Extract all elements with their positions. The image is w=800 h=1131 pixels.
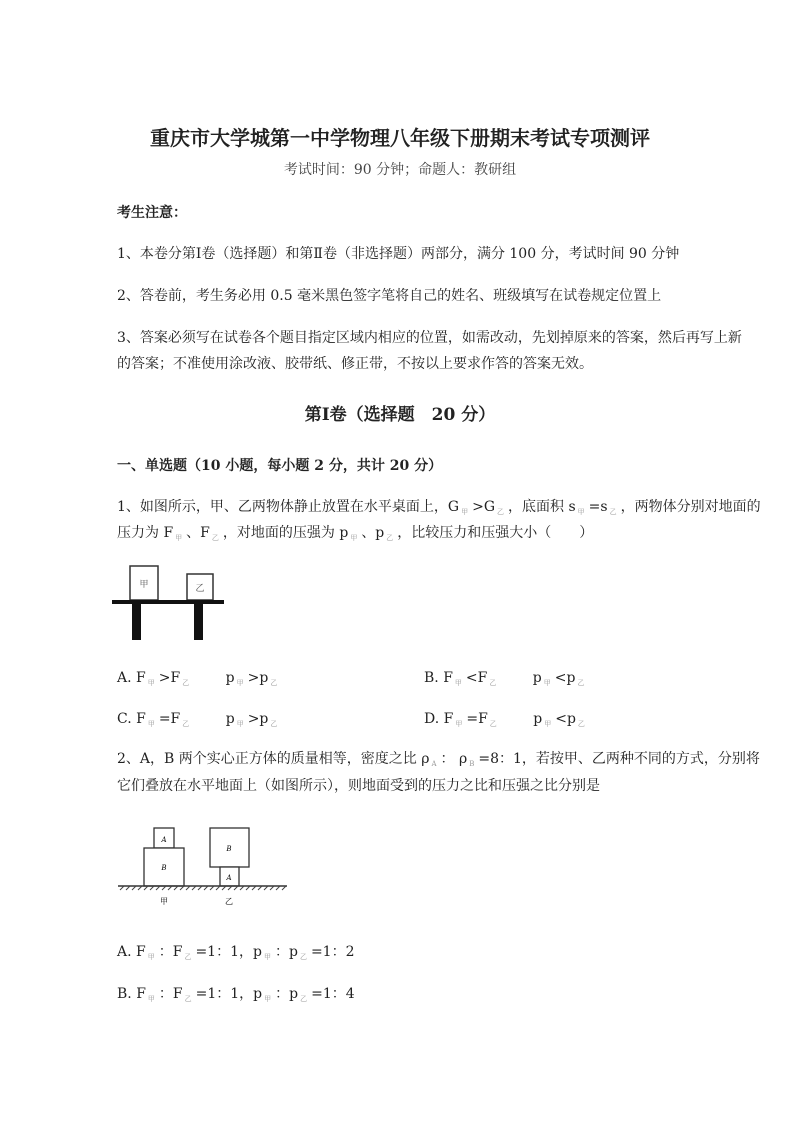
- block-yi-label: 乙: [195, 584, 205, 594]
- text-segment: ：F: [158, 986, 183, 1002]
- subscript: 乙: [270, 679, 278, 687]
- text-segment: p: [500, 711, 543, 727]
- section-title: 第Ⅰ卷（选择题 20 分）: [304, 405, 496, 425]
- subscript: 乙: [300, 995, 308, 1003]
- q2-text-line1: [117, 748, 760, 768]
- notice-heading: 考生注意：: [117, 205, 187, 221]
- text-segment: 1、如图所示，甲、乙两物体静止放置在水平桌面上，G: [117, 499, 460, 515]
- text-segment: ，两物体分别对地面的: [620, 499, 761, 515]
- text-segment: ：p: [274, 944, 298, 960]
- text-segment: p: [193, 711, 235, 727]
- subscript: 甲: [147, 953, 155, 961]
- notice-item-2: 2、答卷前，考生务必用 0.5 毫米黑色签字笔将自己的姓名、班级填写在试卷规定位置上: [117, 288, 662, 304]
- q2-option-a[interactable]: [117, 941, 354, 962]
- text-segment: =1：1，p: [195, 986, 263, 1002]
- subscript: 甲: [264, 995, 272, 1003]
- subscript: 乙: [270, 720, 278, 728]
- q1-option-b[interactable]: [424, 667, 588, 688]
- subscript: 乙: [577, 679, 585, 687]
- text-segment: <p: [555, 711, 576, 727]
- text-segment: 、p: [361, 525, 385, 541]
- subscript: 乙: [489, 720, 497, 728]
- text-segment: D. F: [424, 711, 454, 727]
- svg-text:甲: 甲: [160, 897, 168, 906]
- q1-option-d[interactable]: [424, 708, 589, 729]
- notice-item-1: 1、本卷分第Ⅰ卷（选择题）和第Ⅱ卷（非选择题）两部分，满分 100 分，考试时间 90 分钟: [117, 246, 680, 262]
- subscript: 甲: [147, 720, 155, 728]
- text-segment: >F: [158, 670, 181, 686]
- text-segment: 压力为 F: [117, 525, 174, 541]
- subscript: 甲: [454, 679, 462, 687]
- svg-text:B: B: [226, 845, 232, 853]
- text-segment: ，底面积 s: [508, 499, 576, 515]
- text-segment: ，对地面的压强为 p: [222, 525, 349, 541]
- subscript: 甲: [543, 679, 551, 687]
- text-segment: <p: [554, 670, 576, 686]
- q1-option-c[interactable]: [117, 708, 281, 729]
- subscript: 甲: [577, 508, 585, 516]
- text-segment: >p: [247, 670, 269, 686]
- text-segment: >p: [247, 711, 269, 727]
- text-segment: =1：4: [311, 986, 355, 1002]
- svg-text:A: A: [226, 874, 232, 882]
- subscript: 乙: [211, 534, 219, 542]
- subscript: 甲: [147, 679, 155, 687]
- subscript: 甲: [263, 953, 271, 961]
- q1-option-a[interactable]: [117, 667, 281, 688]
- exam-info: 考试时间：90 分钟；命题人：教研组: [283, 162, 517, 178]
- text-segment: ：p: [275, 986, 299, 1002]
- subscript: B: [469, 760, 475, 768]
- notice-item-3-cont: 的答案；不准使用涂改液、胶带纸、修正带，不按以上要求作答的答案无效。: [117, 356, 593, 372]
- subscript: 甲: [544, 720, 552, 728]
- text-segment: ：F: [158, 944, 183, 960]
- q1-figure-table: [110, 560, 230, 645]
- subscript: 甲: [461, 508, 469, 516]
- subscript: 甲: [350, 534, 358, 542]
- text-segment: A. F: [117, 670, 146, 686]
- svg-text:乙: 乙: [225, 897, 233, 906]
- text-segment: =F: [158, 711, 181, 727]
- q2-option-b[interactable]: [117, 983, 355, 1004]
- subscript: 甲: [175, 534, 183, 542]
- q2-figure-stacked-cubes: [115, 824, 295, 910]
- subscript: 甲: [236, 720, 244, 728]
- text-segment: p: [193, 670, 235, 686]
- subscript: 乙: [489, 679, 497, 687]
- text-segment: 它们叠放在水平地面上（如图所示），则地面受到的压力之比和压强之比分别是: [117, 778, 600, 794]
- page-title: 重庆市大学城第一中学物理八年级下册期末考试专项测评: [150, 126, 650, 150]
- subscript: 乙: [182, 720, 190, 728]
- text-segment: >G: [472, 499, 496, 515]
- subscript: 甲: [455, 720, 463, 728]
- q2-text-line2: [117, 775, 600, 795]
- q1-text-line2: [117, 522, 593, 543]
- text-segment: =8：1，若按甲、乙两种不同的方式，分别将: [478, 751, 760, 767]
- subscript: 乙: [184, 953, 192, 961]
- subscript: 甲: [147, 995, 155, 1003]
- svg-text:B: B: [161, 864, 167, 872]
- svg-text:A: A: [161, 836, 167, 844]
- text-segment: 2、A，B 两个实心正方体的质量相等，密度之比 ρ: [117, 751, 430, 767]
- subscript: 乙: [182, 679, 190, 687]
- table-top: [112, 600, 224, 604]
- q1-text-line1: [117, 496, 761, 517]
- subscript: 甲: [236, 679, 244, 687]
- block-jia-label: 甲: [139, 580, 149, 590]
- subscript: 乙: [386, 534, 394, 542]
- table-leg-right: [194, 604, 203, 640]
- text-segment: B. F: [117, 986, 146, 1002]
- text-segment: =s: [588, 499, 608, 515]
- text-segment: A. F: [117, 944, 146, 960]
- text-segment: p: [500, 670, 542, 686]
- notice-item-3: 3、答案必须写在试卷各个题目指定区域内相应的位置，如需改动，先划掉原来的答案，然后再写上新: [117, 330, 742, 346]
- subscript: 乙: [184, 995, 192, 1003]
- part-heading: 一、单选题（10 小题，每小题 2 分，共计 20 分）: [117, 458, 443, 474]
- text-segment: B. F: [424, 670, 453, 686]
- table-leg-left: [132, 604, 141, 640]
- text-segment: <F: [465, 670, 488, 686]
- text-segment: ，比较压力和压强大小（ ）: [397, 525, 594, 541]
- subscript: 乙: [577, 720, 585, 728]
- text-segment: =F: [466, 711, 488, 727]
- subscript: A: [431, 760, 437, 768]
- text-segment: 、F: [186, 525, 210, 541]
- text-segment: C. F: [117, 711, 146, 727]
- subscript: 乙: [497, 508, 505, 516]
- text-segment: =1：1，p: [195, 944, 262, 960]
- subscript: 乙: [609, 508, 617, 516]
- text-segment: ： ρ: [440, 751, 468, 767]
- subscript: 乙: [299, 953, 307, 961]
- text-segment: =1：2: [310, 944, 355, 960]
